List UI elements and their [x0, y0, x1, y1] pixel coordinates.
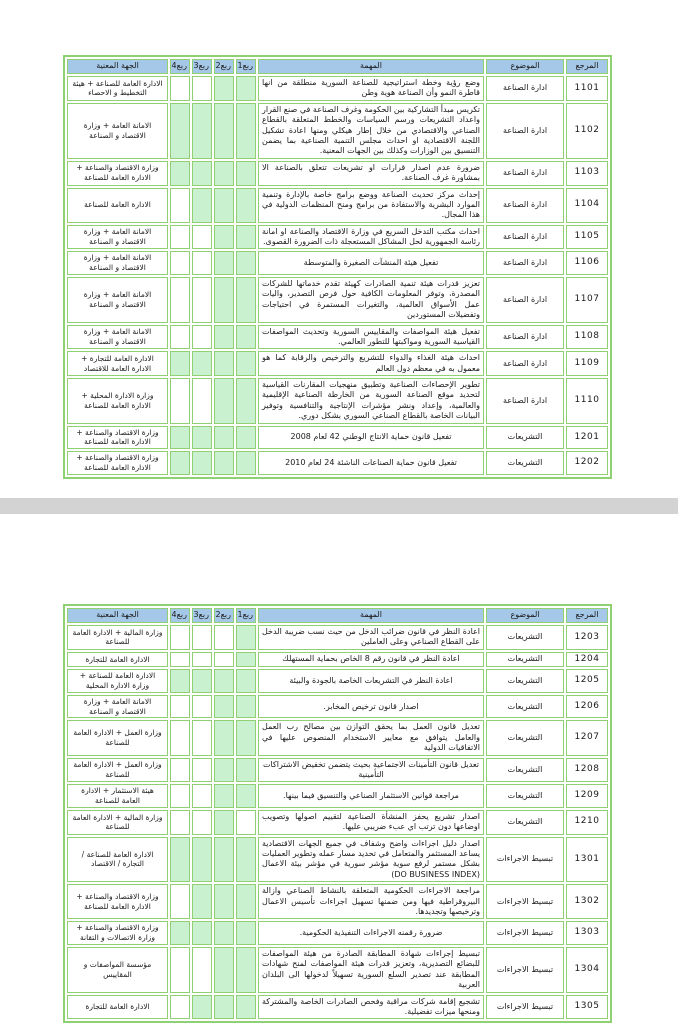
quarter-cell-q3 [192, 669, 212, 693]
quarter-cell-q1 [236, 669, 256, 693]
entity-cell: وزارة الاقتصاد والصناعة + الادارة العامة للصناعة [67, 426, 168, 450]
quarter-cell-q3 [192, 837, 212, 883]
col-header-ref: المرجع [566, 608, 608, 623]
task-cell: تفعيل قانون حماية الصناعات الناشئة 24 لعام 2010 [258, 451, 484, 475]
entity-cell: وزارة الاقتصاد والصناعة + وزارة الاتصالات و التقانة [67, 921, 168, 945]
entity-cell: الادارة العامة للتجارة [67, 652, 168, 668]
action-plan-table-2 [63, 604, 612, 1023]
table-row [67, 884, 608, 919]
quarter-cell-q1 [236, 251, 256, 275]
quarter-cell-q2 [214, 188, 234, 223]
ref-cell: 1304 [566, 947, 608, 993]
quarter-cell-q3 [192, 884, 212, 919]
quarter-cell-q2 [214, 103, 234, 159]
quarter-cell-q4 [170, 921, 190, 945]
quarter-cell-q1 [236, 76, 256, 101]
ref-cell: 1103 [566, 161, 608, 186]
task-cell: ضرورة عدم اصدار قرارات او تشريعات تتعلق بالصناعة الا بمشاورة غرف الصناعة. [258, 161, 484, 186]
quarter-cell-q3 [192, 947, 212, 993]
task-cell: إحداث مركز تحديث الصناعة ووضع برامج خاصة بالإدارة وتنمية الموارد البشرية والاستفادة من برامج ومنح المنظمات الدولية في هذا المجال. [258, 188, 484, 223]
subject-cell: ادارة الصناعة [486, 161, 564, 186]
quarter-cell-q1 [236, 720, 256, 755]
quarter-cell-q4 [170, 884, 190, 919]
subject-cell: ادارة الصناعة [486, 351, 564, 376]
quarter-cell-q3 [192, 103, 212, 159]
quarter-cell-q1 [236, 103, 256, 159]
ref-cell: 1203 [566, 625, 608, 650]
ref-cell: 1106 [566, 251, 608, 275]
subject-cell: ادارة الصناعة [486, 103, 564, 159]
task-cell: تطوير الإحصاءات الصناعية وتطبيق منهجيات المقارنات القياسية لتحديد موقع الصناعة السورية من الخارطة الصناعية الإقليمية والعالمية، وإعداد ونشر مؤشرات الإنتاجية والتنافسية وتوفير البيانات الخاصة بالقطاع الصناعي السوري بشكل دوري. [258, 378, 484, 424]
quarter-cell-q2 [214, 921, 234, 945]
table-row [67, 225, 608, 250]
task-cell: احداث مكتب التدخل السريع في وزارة الاقتصاد والصناعة او امانة رئاسة الجمهورية لحل المشاكل المستعجلة ذات الضرورة القصوى. [258, 225, 484, 250]
col-header-entity: الجهة المعنية [67, 608, 168, 623]
quarter-cell-q2 [214, 378, 234, 424]
quarter-cell-q3 [192, 277, 212, 323]
quarter-cell-q3 [192, 995, 212, 1020]
subject-cell: التشريعات [486, 652, 564, 668]
entity-cell: الامانة العامة + وزارة الاقتصاد و الصناعة [67, 225, 168, 250]
entity-cell: الادارة العامة للتجارة + الادارة العامة للاقتصاد [67, 351, 168, 376]
quarter-cell-q1 [236, 758, 256, 783]
col-header-quarter-3: ربع3 [192, 608, 212, 623]
subject-cell: ادارة الصناعة [486, 188, 564, 223]
task-cell: تعديل قانون التأمينات الاجتماعية بحيث يتضمن تخفيض الاشتراكات التأمينية [258, 758, 484, 783]
quarter-cell-q3 [192, 76, 212, 101]
col-header-quarter-2: ربع2 [214, 608, 234, 623]
entity-cell: وزارة الاقتصاد والصناعة + الادارة العامة للصناعة [67, 451, 168, 475]
quarter-cell-q2 [214, 784, 234, 808]
entity-cell: هيئة الاستثمار + الادارة العامة للصناعة [67, 784, 168, 808]
task-cell: احداث هيئة الغذاء والدواء للتشريع والترخيص والرقابة كما هو معمول به في معظم دول العالم [258, 351, 484, 376]
quarter-cell-q4 [170, 695, 190, 719]
col-header-subject: الموضوع [486, 59, 564, 74]
quarter-cell-q3 [192, 652, 212, 668]
quarter-cell-q4 [170, 351, 190, 376]
task-cell: اعادة النظر في التشريعات الخاصة بالجودة والبيئة [258, 669, 484, 693]
quarter-cell-q3 [192, 720, 212, 755]
task-cell: وضع رؤية وخطة استراتيجية للصناعة السورية منطلقة من انها قاطرة النمو وأن الصناعة هوية وطن [258, 76, 484, 101]
entity-cell: الامانة العامة + وزارة الاقتصاد و الصناعة [67, 103, 168, 159]
ref-cell: 1209 [566, 784, 608, 808]
task-cell: تعديل قانون العمل بما يحقق التوازن بين مصالح رب العمل والعامل يتوافق مع معايير الاستخدام المنصوص عليها في الاتفاقيات الدولية [258, 720, 484, 755]
subject-cell: تبسيط الاجراءات [486, 995, 564, 1020]
table-row [67, 784, 608, 808]
quarter-cell-q2 [214, 810, 234, 835]
entity-cell: الادارة العامة للصناعة + هيئة التخطيط و الاحصاء [67, 76, 168, 101]
task-cell: تفعيل قانون حماية الانتاج الوطني 42 لعام 2008 [258, 426, 484, 450]
quarter-cell-q2 [214, 837, 234, 883]
quarter-cell-q4 [170, 426, 190, 450]
quarter-cell-q2 [214, 720, 234, 755]
table-row [67, 188, 608, 223]
entity-cell: وزارة الاقتصاد والصناعة + الادارة العامة للصناعة [67, 884, 168, 919]
quarter-cell-q4 [170, 76, 190, 101]
quarter-cell-q1 [236, 695, 256, 719]
quarter-cell-q4 [170, 378, 190, 424]
subject-cell: ادارة الصناعة [486, 277, 564, 323]
subject-cell: التشريعات [486, 810, 564, 835]
quarter-cell-q3 [192, 758, 212, 783]
quarter-cell-q4 [170, 652, 190, 668]
task-cell: مراجعة الاجراءات الحكومية المتعلقة بالنشاط الصناعي وازالة البيروقراطية فيها ومن ضمنها تسهيل اجراءات تأسيس الاعمال وترخيصها وتجديدها. [258, 884, 484, 919]
ref-cell: 1208 [566, 758, 608, 783]
subject-cell: ادارة الصناعة [486, 325, 564, 350]
ref-cell: 1202 [566, 451, 608, 475]
quarter-cell-q4 [170, 784, 190, 808]
quarter-cell-q2 [214, 625, 234, 650]
quarter-cell-q3 [192, 161, 212, 186]
task-cell: اعادة النظر في قانون ضرائب الدخل من حيث نسب ضريبة الدخل على القطاع الصناعي وعلى العاملين [258, 625, 484, 650]
quarter-cell-q4 [170, 225, 190, 250]
table-row [67, 103, 608, 159]
table-row [67, 995, 608, 1020]
subject-cell: ادارة الصناعة [486, 76, 564, 101]
col-header-entity: الجهة المعنية [67, 59, 168, 74]
table-row [67, 378, 608, 424]
col-header-subject: الموضوع [486, 608, 564, 623]
ref-cell: 1105 [566, 225, 608, 250]
quarter-cell-q3 [192, 921, 212, 945]
quarter-cell-q1 [236, 810, 256, 835]
quarter-cell-q2 [214, 351, 234, 376]
subject-cell: التشريعات [486, 451, 564, 475]
entity-cell: الامانة العامة + وزارة الاقتصاد و الصناعة [67, 325, 168, 350]
quarter-cell-q2 [214, 426, 234, 450]
ref-cell: 1303 [566, 921, 608, 945]
quarter-cell-q4 [170, 810, 190, 835]
col-header-quarter-1: ربع1 [236, 59, 256, 74]
task-cell: تعزيز قدرات هيئة تنمية الصادرات كهيئة تقدم خدماتها للشركات المصدرة، وتوفر المعلومات الكافية حول فرص التصدير، واليات عمل الأسواق العالمية، والتغيرات المستمرة في احتياجات وتفضيلات المستوردين [258, 277, 484, 323]
table-row [67, 351, 608, 376]
quarter-cell-q4 [170, 277, 190, 323]
quarter-cell-q1 [236, 225, 256, 250]
quarter-cell-q2 [214, 669, 234, 693]
action-plan-table-1 [63, 55, 612, 479]
quarter-cell-q4 [170, 669, 190, 693]
quarter-cell-q2 [214, 451, 234, 475]
quarter-cell-q4 [170, 251, 190, 275]
ref-cell: 1108 [566, 325, 608, 350]
table-row [67, 161, 608, 186]
ref-cell: 1107 [566, 277, 608, 323]
quarter-cell-q2 [214, 695, 234, 719]
subject-cell: التشريعات [486, 784, 564, 808]
entity-cell: الادارة العامة للتجارة [67, 995, 168, 1020]
table-row [67, 669, 608, 693]
quarter-cell-q4 [170, 995, 190, 1020]
table-row [67, 810, 608, 835]
table-row [67, 758, 608, 783]
table-row [67, 625, 608, 650]
quarter-cell-q2 [214, 251, 234, 275]
entity-cell: وزارة المالية + الادارة العامة للصناعة [67, 625, 168, 650]
ref-cell: 1210 [566, 810, 608, 835]
task-cell: اصدار تشريع يحفز المنشأة الصناعية لتقييم اصولها وتصويب اوضاعها دون ترتب اي عبء ضريبي عليها. [258, 810, 484, 835]
quarter-cell-q2 [214, 652, 234, 668]
table-row [67, 921, 608, 945]
col-header-ref: المرجع [566, 59, 608, 74]
quarter-cell-q4 [170, 451, 190, 475]
entity-cell: وزارة العمل + الادارة العامة للصناعة [67, 758, 168, 783]
entity-cell: الادارة العامة للصناعة [67, 188, 168, 223]
quarter-cell-q1 [236, 921, 256, 945]
table-row [67, 652, 608, 668]
quarter-cell-q1 [236, 277, 256, 323]
ref-cell: 1110 [566, 378, 608, 424]
table-row [67, 720, 608, 755]
entity-cell: الامانة العامة + وزارة الاقتصاد و الصناعة [67, 251, 168, 275]
quarter-cell-q1 [236, 451, 256, 475]
quarter-cell-q1 [236, 652, 256, 668]
entity-cell: وزارة المالية + الادارة العامة للصناعة [67, 810, 168, 835]
subject-cell: ادارة الصناعة [486, 251, 564, 275]
task-cell: ضرورة رقمنه الاجراءات التنفيذية الحكومية. [258, 921, 484, 945]
header-row [67, 608, 608, 623]
subject-cell: التشريعات [486, 758, 564, 783]
ref-cell: 1204 [566, 652, 608, 668]
col-header-task: المهمة [258, 59, 484, 74]
entity-cell: الادارة العامة للصناعة + وزارة الادارة المحلية [67, 669, 168, 693]
subject-cell: ادارة الصناعة [486, 378, 564, 424]
task-cell: تفعيل هيئة المواصفات والمقاييس السورية وتحديث المواصفات القياسية السورية ومواكبتها للتطور العالمي. [258, 325, 484, 350]
quarter-cell-q2 [214, 225, 234, 250]
ref-cell: 1206 [566, 695, 608, 719]
quarter-cell-q3 [192, 351, 212, 376]
quarter-cell-q3 [192, 810, 212, 835]
subject-cell: تبسيط الاجراءات [486, 947, 564, 993]
task-cell: تشجيع إقامة شركات مراقبة وفحص الصادرات الخاصة والمشتركة ومنحها ميزات تفضيلية. [258, 995, 484, 1020]
task-cell: اصدار دليل اجراءات واضح وشفاف في جميع الجهات الاقتصادية يساعد المستثمر والمتعامل في تحديد مسار عمله وتطوير العمليات بشكل مستمر لرفع سوية مؤشر سورية في مؤشر بيئة الاعمال (DO BUSINESS INDEX) [258, 837, 484, 883]
subject-cell: تبسيط الاجراءات [486, 921, 564, 945]
quarter-cell-q3 [192, 426, 212, 450]
quarter-cell-q1 [236, 188, 256, 223]
quarter-cell-q3 [192, 625, 212, 650]
subject-cell: تبسيط الاجراءات [486, 837, 564, 883]
quarter-cell-q3 [192, 188, 212, 223]
quarter-cell-q1 [236, 161, 256, 186]
subject-cell: ادارة الصناعة [486, 225, 564, 250]
quarter-cell-q1 [236, 837, 256, 883]
col-header-quarter-3: ربع3 [192, 59, 212, 74]
subject-cell: التشريعات [486, 669, 564, 693]
quarter-cell-q3 [192, 451, 212, 475]
table-row [67, 277, 608, 323]
quarter-cell-q4 [170, 758, 190, 783]
quarter-cell-q1 [236, 947, 256, 993]
quarter-cell-q1 [236, 884, 256, 919]
quarter-cell-q3 [192, 784, 212, 808]
task-cell: مراجعة قوانين الاستثمار الصناعي والتنسيق فيما بينها. [258, 784, 484, 808]
quarter-cell-q3 [192, 251, 212, 275]
quarter-cell-q3 [192, 225, 212, 250]
subject-cell: التشريعات [486, 695, 564, 719]
table-row [67, 251, 608, 275]
ref-cell: 1301 [566, 837, 608, 883]
entity-cell: الادارة العامة للصناعة / التجارة / الاقتصاد [67, 837, 168, 883]
table-row [67, 837, 608, 883]
page-separator [0, 498, 678, 514]
task-cell: تكريس مبدأ التشاركية بين الحكومة وغرف الصناعة في صنع القرار واعداد التشريعات ورسم السياسات والخطط المتعلقة بالقطاع الصناعي والاقتصادي من خلال إطار هيكلي ومنها اعادة تشكيل اللجنة الاقتصادية او احداث مجلس التنمية الصناعية بما يضمن التنسيق بين الوزارات وكذلك بين الجهات المعنية. [258, 103, 484, 159]
task-cell: تفعيل هيئة المنشآت الصغيرة والمتوسطة [258, 251, 484, 275]
quarter-cell-q4 [170, 103, 190, 159]
table-row [67, 947, 608, 993]
ref-cell: 1201 [566, 426, 608, 450]
quarter-cell-q1 [236, 378, 256, 424]
quarter-cell-q3 [192, 378, 212, 424]
quarter-cell-q2 [214, 325, 234, 350]
table-row [67, 695, 608, 719]
quarter-cell-q3 [192, 695, 212, 719]
col-header-quarter-2: ربع2 [214, 59, 234, 74]
ref-cell: 1305 [566, 995, 608, 1020]
ref-cell: 1109 [566, 351, 608, 376]
ref-cell: 1207 [566, 720, 608, 755]
col-header-quarter-4: ربع4 [170, 59, 190, 74]
task-cell: تبسيط إجراءات شهادة المطابقة الصادرة من هيئة المواصفات للبضائع التصديرية، وتعزيز قدرات هيئة المواصفات لمنح شهادات المطابقة عند تصدير السلع السورية تسهيلاً لدخولها الى البلدان العربية [258, 947, 484, 993]
subject-cell: التشريعات [486, 625, 564, 650]
table-row [67, 426, 608, 450]
subject-cell: التشريعات [486, 720, 564, 755]
quarter-cell-q2 [214, 947, 234, 993]
quarter-cell-q4 [170, 720, 190, 755]
quarter-cell-q1 [236, 426, 256, 450]
task-cell: اصدار قانون ترخيص المخابر. [258, 695, 484, 719]
quarter-cell-q4 [170, 188, 190, 223]
entity-cell: الامانة العامة + وزارة الاقتصاد و الصناعة [67, 695, 168, 719]
quarter-cell-q3 [192, 325, 212, 350]
quarter-cell-q1 [236, 625, 256, 650]
quarter-cell-q2 [214, 884, 234, 919]
ref-cell: 1104 [566, 188, 608, 223]
quarter-cell-q1 [236, 784, 256, 808]
quarter-cell-q4 [170, 947, 190, 993]
ref-cell: 1205 [566, 669, 608, 693]
ref-cell: 1302 [566, 884, 608, 919]
entity-cell: وزارة الادارة المحلية + الادارة العامة للصناعة [67, 378, 168, 424]
entity-cell: وزارة الاقتصاد والصناعة + الادارة العامة للصناعة [67, 161, 168, 186]
table-row [67, 451, 608, 475]
ref-cell: 1102 [566, 103, 608, 159]
entity-cell: مؤسسة المواصفات و المقاييس [67, 947, 168, 993]
col-header-quarter-4: ربع4 [170, 608, 190, 623]
col-header-task: المهمة [258, 608, 484, 623]
quarter-cell-q4 [170, 325, 190, 350]
entity-cell: وزارة العمل + الادارة العامة للصناعة [67, 720, 168, 755]
quarter-cell-q1 [236, 325, 256, 350]
quarter-cell-q1 [236, 995, 256, 1020]
subject-cell: تبسيط الاجراءات [486, 884, 564, 919]
quarter-cell-q2 [214, 995, 234, 1020]
col-header-quarter-1: ربع1 [236, 608, 256, 623]
quarter-cell-q4 [170, 837, 190, 883]
quarter-cell-q2 [214, 277, 234, 323]
quarter-cell-q1 [236, 351, 256, 376]
quarter-cell-q2 [214, 758, 234, 783]
table-row [67, 76, 608, 101]
header-row [67, 59, 608, 74]
task-cell: اعادة النظر في قانون رقم 8 الخاص بحماية المستهلك [258, 652, 484, 668]
quarter-cell-q4 [170, 161, 190, 186]
subject-cell: التشريعات [486, 426, 564, 450]
quarter-cell-q4 [170, 625, 190, 650]
quarter-cell-q2 [214, 76, 234, 101]
quarter-cell-q2 [214, 161, 234, 186]
entity-cell: الامانة العامة + وزارة الاقتصاد و الصناعة [67, 277, 168, 323]
ref-cell: 1101 [566, 76, 608, 101]
table-row [67, 325, 608, 350]
